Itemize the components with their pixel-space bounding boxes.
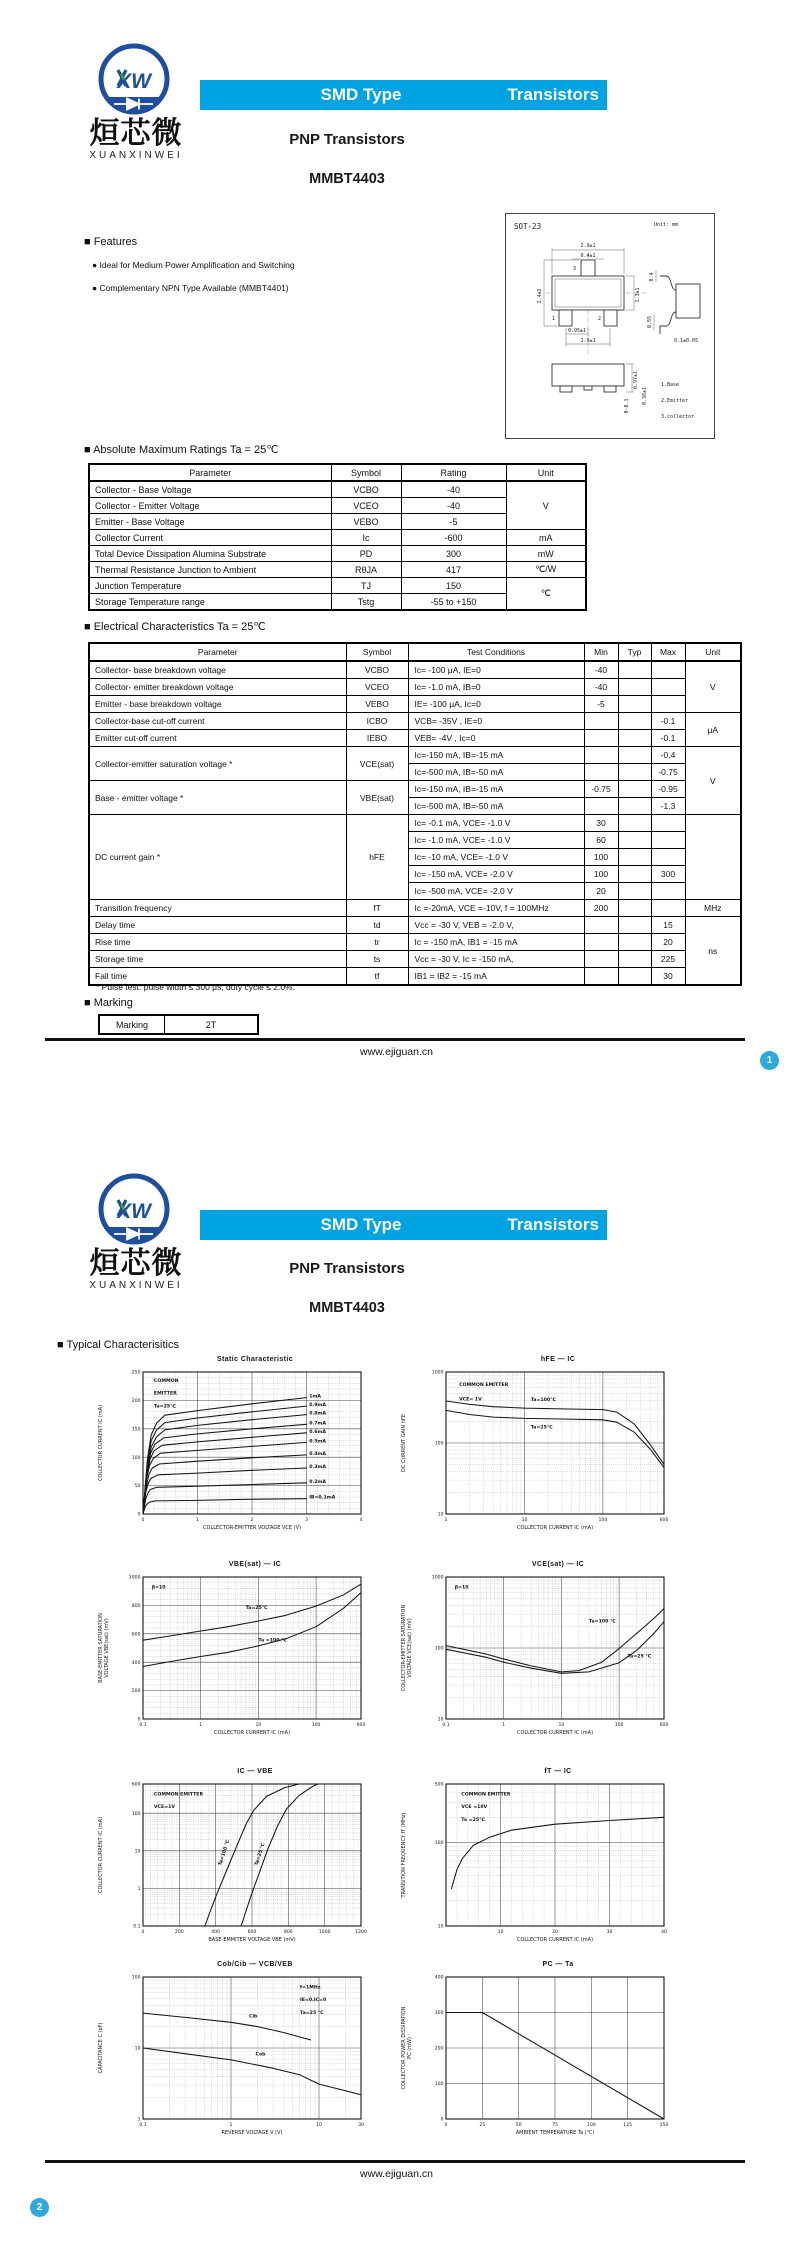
svg-text:β=10: β=10 <box>151 1585 166 1591</box>
svg-text:1200: 1200 <box>355 1930 367 1935</box>
svg-text:200: 200 <box>174 1930 184 1935</box>
banner-transistors: Transistors <box>507 1215 599 1234</box>
svg-text:1: 1 <box>137 2117 141 2123</box>
svg-text:0.1: 0.1 <box>139 1723 147 1728</box>
svg-text:0.2mA: 0.2mA <box>309 1479 327 1485</box>
svg-text:100: 100 <box>131 1455 141 1461</box>
svg-text:CAPACITANCE C (pF): CAPACITANCE C (pF) <box>98 2022 104 2074</box>
svg-text:10: 10 <box>255 1723 262 1728</box>
dim-pitch: 1.9±1 <box>580 338 596 344</box>
svg-text:Ta=100 ℃: Ta=100 ℃ <box>588 1619 616 1625</box>
svg-text:10: 10 <box>437 1512 444 1518</box>
typical-characteristics-heading: ■ Typical Characterisitics <box>57 1339 179 1351</box>
table-row: Ic= -10 mA, VCE= -1.0 V 100 <box>89 849 741 866</box>
svg-text:f=1MHz: f=1MHz <box>300 1985 321 1991</box>
amr-header: Rating <box>401 464 506 481</box>
dim-body-width: 2.9±1 <box>580 243 596 249</box>
svg-text:0: 0 <box>141 1930 145 1935</box>
table-row <box>99 1015 258 1034</box>
table-row: Collector-base cut-off current ICBO VCB= -35V , IE=0 -0.1 μA <box>89 713 741 730</box>
svg-text:100: 100 <box>586 2123 596 2128</box>
electrical-characteristics-table: Parameter Symbol Test Conditions Min Typ Max Unit Collector- base breakdown voltage VCBO Ic= -100 μA, IE=0 -40 V Collector- emitter breakdown voltage VCEO Ic= -1.0 mA, IB=0 -40 Emitter - base breakdown voltage VEBO IE= -100 μA, Ic=0 -5 Collector-base cut-off current ICBO VCB= -35V , IE=0 -0.1 μA Emitter cut-off current IEBO VEB= -4V , Ic=0 -0.1 Collector-emitter saturation voltage * VCE(sat) Ic=-150 mA, IB=-15 mA -0.4 V Ic=-500 mA, IB=-50 mA -0.75 Base - emitter voltage * VBE(sat) Ic=-150 mA, IB=-15 mA -0.75 -0.95 Ic=-500 mA, IB=-50 mA -1.3 DC current gain * hFE Ic= -0.1 mA, VCE= -1.0 V 30 Ic= -1.0 mA, VCE= -1.0 V 60 Ic= -10 mA, VCE= -1.0 V 100 Ic= -150 mA, VCE= -2.0 V 100 300 Ic= -500 mA, VCE= -2.0 V 20 Transition frequency fT Ic =-20mA, VCE =-10V, f = 100MHz 200 MHz Delay time td Vcc = -30 V, VEB = -2.0 V, 15 ns Rise time tr Ic = -150 mA, IB1 = -15 mA 20 Storage time ts Vcc = -30 V, Ic = -150 mA, 225 Fall time tf IB1 = IB2 = -15 mA 30 <box>88 642 742 986</box>
svg-text:0.9mA: 0.9mA <box>309 1403 327 1409</box>
svg-text:30: 30 <box>358 2123 364 2128</box>
svg-text:PC (mW): PC (mW) <box>407 2037 413 2059</box>
part-number: MMBT4403 <box>309 1300 385 1316</box>
svg-text:Ta=25 ℃: Ta=25 ℃ <box>627 1654 652 1660</box>
svg-text:4: 4 <box>359 1518 363 1523</box>
svg-text:200: 200 <box>131 1399 141 1404</box>
footer-url: www.ejiguan.cn <box>360 1046 433 1058</box>
pulse-test-footnote: * Pulse test: pulse width ≤ 300 μs, duty cycle ≤ 2.0%. <box>96 982 295 992</box>
svg-text:Ta =100 ℃: Ta =100 ℃ <box>258 1638 287 1644</box>
svg-text:VOLTAGE VBE(sat) (mV): VOLTAGE VBE(sat) (mV) <box>104 1618 110 1678</box>
svg-text:COMMON EMITTER: COMMON EMITTER <box>459 1383 509 1389</box>
svg-text:10: 10 <box>134 2046 141 2052</box>
table-row: Collector - Emitter Voltage VCEO -40 <box>89 498 586 514</box>
svg-text:400: 400 <box>131 1660 141 1666</box>
svg-text:Ta=25℃: Ta=25℃ <box>153 1404 176 1410</box>
svg-text:COMMON: COMMON <box>153 1378 179 1384</box>
table-row: Ic= -1.0 mA, VCE= -1.0 V 60 <box>89 832 741 849</box>
table-row: Collector - Base Voltage VCBO -40 V <box>89 481 586 498</box>
pin-number: 1 <box>552 316 556 322</box>
svg-text:100: 100 <box>434 1441 444 1447</box>
marking-table <box>98 1014 259 1035</box>
table-row: Collector- emitter breakdown voltage VCEO Ic= -1.0 mA, IB=0 -40 <box>89 679 741 696</box>
svg-text:0: 0 <box>141 1518 145 1523</box>
svg-text:AMBIENT TEMPERATURE Ta (℃): AMBIENT TEMPERATURE Ta (℃) <box>515 2130 595 2136</box>
svg-text:3: 3 <box>305 1518 308 1523</box>
footer-url: www.ejiguan.cn <box>360 2168 433 2180</box>
svg-text:200: 200 <box>434 2046 444 2052</box>
svg-text:BASE-EMITTER SATURATION: BASE-EMITTER SATURATION <box>98 1613 104 1683</box>
table-row: Junction Temperature TJ 150 ℃ <box>89 578 586 594</box>
svg-text:XW: XW <box>117 70 151 93</box>
table-row: Delay time td Vcc = -30 V, VEB = -2.0 V, 15 ns <box>89 917 741 934</box>
banner-smd-type: SMD Type <box>320 85 402 104</box>
dim-lead-top: 0.4 <box>649 272 655 282</box>
svg-text:β=10: β=10 <box>454 1585 469 1591</box>
pin-label-emitter: 2.Emitter <box>661 398 689 404</box>
package-drawing <box>506 214 712 436</box>
svg-text:Ta=25℃: Ta=25℃ <box>245 1606 268 1611</box>
svg-text:0.8mA: 0.8mA <box>309 1411 327 1417</box>
dim-lead-bottom: 0.55 <box>647 315 653 329</box>
svg-text:1000: 1000 <box>431 1575 444 1581</box>
svg-text:1: 1 <box>137 1887 141 1892</box>
table-row: Rise time tr Ic = -150 mA, IB1 = -15 mA 20 <box>89 934 741 951</box>
svg-text:COLLECTOR POWER DISSIPATION: COLLECTOR POWER DISSIPATION <box>401 2006 407 2090</box>
pin-number: 2 <box>598 316 602 322</box>
svg-text:1000: 1000 <box>431 1370 444 1376</box>
page-title: PNP Transistors <box>289 1260 405 1277</box>
svg-text:10: 10 <box>437 1924 444 1930</box>
table-row: Ic=-500 mA, IB=-50 mA -0.75 <box>89 764 741 781</box>
svg-text:40: 40 <box>661 1930 667 1935</box>
svg-text:125: 125 <box>623 2123 633 2128</box>
svg-text:600: 600 <box>131 1782 141 1788</box>
svg-text:XW: XW <box>117 1200 151 1223</box>
footer-divider <box>45 1038 745 1041</box>
package-unit: Unit: mm <box>654 222 679 228</box>
svg-text:0: 0 <box>440 2117 444 2123</box>
dim-body-height: 1.3±1 <box>635 287 641 303</box>
svg-text:400: 400 <box>211 1930 221 1935</box>
svg-text:0.1: 0.1 <box>133 1924 141 1930</box>
banner-transistors: Transistors <box>507 85 599 104</box>
svg-text:COLLECTOR CURRENT IC (mA): COLLECTOR CURRENT IC (mA) <box>98 1816 104 1894</box>
table-row: Fall time tf IB1 = IB2 = -15 mA 30 <box>89 968 741 986</box>
svg-text:COMMON EMITTER: COMMON EMITTER <box>153 1792 204 1798</box>
svg-text:200: 200 <box>131 1689 141 1695</box>
svg-text:COLLECTOR CURRENT IC (mA): COLLECTOR CURRENT IC (mA) <box>213 1730 291 1736</box>
features-heading: ■ Features <box>84 236 138 248</box>
logo-english-name: XUANXINWEI <box>89 150 183 161</box>
svg-text:100: 100 <box>614 1723 624 1728</box>
svg-text:0.3mA: 0.3mA <box>309 1465 327 1470</box>
svg-text:VCE=1V: VCE=1V <box>153 1805 175 1811</box>
marking-label: Marking <box>99 1015 165 1034</box>
table-row: Base - emitter voltage * VBE(sat) Ic=-150 mA, IB=-15 mA -0.75 -0.95 <box>89 781 741 798</box>
dim-tab-width: 0.4±1 <box>580 253 596 259</box>
logo-chinese-name: 烜芯微 <box>89 117 183 150</box>
dim-pitch-half: 0.95±1 <box>567 328 587 334</box>
pin-number: 3 <box>573 266 577 272</box>
chart-pc-vs-ta: PC — Ta 0 25 50 75 100 125 150 0 100 200 300 400 AMBIENT TEMPERATURE Ta (℃) COLLECTOR POWER DISSIPATION PC (mW) <box>401 1961 669 2136</box>
chart-ft-vs-ic: fT — IC 10 20 30 40 10 100 500 COLLECTOR CURRENT IC (mA) TRANSITION FREQUENCY fT (MHz) COMMON EMITTER VCE =10V Ta =25℃ <box>401 1768 667 1943</box>
chart-vcesat-vs-ic: VCE(sat) — IC 0.1 1 10 100 600 10 100 1000 COLLECTOR CURRENT IC (mA) COLLECTOR-EMITTER SATURATION VOLTAGE VCE(sat) (mV) β=10 Ta=100 ℃ Ta=25 ℃ <box>401 1561 669 1736</box>
feature-item: ● Ideal for Medium Power Amplification and Switching <box>92 260 295 270</box>
svg-text:VCE= 1V: VCE= 1V <box>459 1397 482 1403</box>
company-logo-icon <box>96 41 172 117</box>
svg-text:Ta=25 ℃: Ta=25 ℃ <box>300 2010 324 2016</box>
svg-text:100: 100 <box>598 1518 608 1523</box>
svg-text:VOLTAGE VCE(sat) (mV): VOLTAGE VCE(sat) (mV) <box>407 1618 413 1678</box>
svg-text:10: 10 <box>134 1849 141 1855</box>
package-outline-figure <box>505 213 715 439</box>
svg-text:150: 150 <box>131 1427 141 1433</box>
svg-text:0.5mA: 0.5mA <box>309 1439 327 1445</box>
package-name: SOT-23 <box>514 222 542 231</box>
svg-text:COLLECTOR CURRENT IC (mA): COLLECTOR CURRENT IC (mA) <box>516 1525 594 1531</box>
logo-english-name: XUANXINWEI <box>89 1280 183 1291</box>
svg-text:Ta=25 ℃: Ta=25 ℃ <box>254 1842 267 1867</box>
table-row: Collector Current Ic -600 mA <box>89 530 586 546</box>
svg-text:25: 25 <box>479 2123 486 2128</box>
table-row: Ic= -150 mA, VCE= -2.0 V 100 300 <box>89 866 741 883</box>
svg-text:BASE-EMMITER VOLTAGE VBE (mV: BASE-EMMITER VOLTAGE VBE (mV) <box>208 1937 296 1943</box>
table-row: Collector- base breakdown voltage VCBO Ic= -100 μA, IE=0 -40 V <box>89 661 741 679</box>
page-number-badge: 2 <box>30 2198 49 2217</box>
svg-text:1mA: 1mA <box>309 1394 321 1400</box>
svg-text:1000: 1000 <box>318 1930 331 1935</box>
chart-hfe-vs-ic: hFE — IC 1 10 100 600 10 100 1000 COLLECTOR CURRENT IC (mA) DC CURRENT GAIN hFE COMMON EMITTER VCE= 1V Ta=100℃ Ta=25℃ <box>401 1356 669 1531</box>
svg-text:600: 600 <box>131 1632 141 1638</box>
table-row: Collector-emitter saturation voltage * VCE(sat) Ic=-150 mA, IB=-15 mA -0.4 V <box>89 747 741 764</box>
svg-text:30: 30 <box>606 1930 613 1935</box>
table-row: Ic=-500 mA, IB=-50 mA -1.3 <box>89 798 741 815</box>
svg-text:Ta=100℃: Ta=100℃ <box>530 1398 556 1403</box>
table-row: Storage time ts Vcc = -30 V, Ic = -150 mA, 225 <box>89 951 741 968</box>
dim-pad: 0.38±1 <box>642 386 648 406</box>
svg-text:Cob: Cob <box>255 2052 266 2058</box>
svg-text:250: 250 <box>131 1370 141 1376</box>
table-row: Total Device Dissipation Alumina Substrate PD 300 mW <box>89 546 586 562</box>
dim-lead-thickness: 0.1±0.05 <box>674 338 699 344</box>
svg-text:COMMON EMITTER: COMMON EMITTER <box>461 1792 511 1798</box>
svg-text:IB=0.1mA: IB=0.1mA <box>309 1495 336 1501</box>
marking-heading: ■ Marking <box>84 997 133 1009</box>
svg-text:20: 20 <box>552 1930 558 1935</box>
svg-text:10: 10 <box>437 1717 444 1723</box>
svg-text:REVERSE VOLTAGE V (V): REVERSE VOLTAGE V (V) <box>221 2130 283 2136</box>
table-row: Ic= -500 mA, VCE= -2.0 V 20 <box>89 883 741 900</box>
svg-text:0.7mA: 0.7mA <box>309 1421 327 1427</box>
svg-text:100: 100 <box>131 1811 141 1817</box>
marking-value: 2T <box>165 1015 259 1034</box>
svg-text:0: 0 <box>137 1717 141 1723</box>
svg-text:COLLECTOR CURRENT IC (mA): COLLECTOR CURRENT IC (mA) <box>98 1404 104 1482</box>
svg-text:TRANSITION FREQUENCY fT (MHz: TRANSITION FREQUENCY fT (MHz) <box>401 1812 407 1898</box>
svg-text:0.4mA: 0.4mA <box>309 1451 327 1457</box>
svg-text:COLLECTOR-EMITTER VOLTAGE VCE: COLLECTOR-EMITTER VOLTAGE VCE (V) <box>203 1525 301 1531</box>
amr-heading: ■ Absolute Maximum Ratings Ta = 25℃ <box>84 444 279 456</box>
svg-text:COLLECTOR-EMITTER SATURATION: COLLECTOR-EMITTER SATURATION <box>401 1604 407 1692</box>
svg-text:600: 600 <box>659 1723 669 1728</box>
table-row: Storage Temperature range Tstg -55 to +150 <box>89 594 586 611</box>
svg-text:0.1: 0.1 <box>442 1723 450 1728</box>
svg-text:300: 300 <box>434 2011 444 2017</box>
footer-divider <box>45 2160 745 2163</box>
svg-text:100: 100 <box>131 1975 141 1981</box>
page-title: PNP Transistors <box>289 131 405 148</box>
svg-text:10: 10 <box>521 1518 528 1523</box>
svg-text:10: 10 <box>558 1723 565 1728</box>
svg-text:Ta=25℃: Ta=25℃ <box>530 1425 553 1431</box>
svg-text:COLLECTOR CURRENT IC (mA): COLLECTOR CURRENT IC (mA) <box>516 1730 594 1736</box>
svg-text:10: 10 <box>316 2123 322 2128</box>
amr-header: Symbol <box>331 464 401 481</box>
header-banner <box>200 1210 607 1240</box>
svg-text:1: 1 <box>502 1723 506 1728</box>
amr-header: Parameter <box>89 464 331 481</box>
svg-text:Ta=100 ℃: Ta=100 ℃ <box>218 1839 232 1867</box>
svg-text:50: 50 <box>515 2123 522 2128</box>
table-row: Thermal Resistance Junction to Ambient RθJA 417 ℃/W <box>89 562 586 578</box>
svg-text:50: 50 <box>134 1484 141 1490</box>
page-number-badge: 1 <box>760 1051 779 1070</box>
banner-smd-type: SMD Type <box>320 1215 402 1234</box>
svg-text:600: 600 <box>247 1930 257 1935</box>
svg-text:Ta =25℃: Ta =25℃ <box>461 1817 485 1823</box>
pin-label-base: 1.Base <box>661 382 680 388</box>
dim-standoff: 0-0.1 <box>624 398 630 414</box>
svg-text:IE=0,IC=0: IE=0,IC=0 <box>300 1998 327 2004</box>
chart-ic-vs-vbe: IC — VBE 0 200 400 600 800 1000 1200 0.1 1 10 100 600 BASE-EMMITER VOLTAGE VBE (mV) COLLECTOR CURRENT IC (mA) COMMON EMITTER VCE=1V Ta=100 ℃ Ta=25 ℃ <box>98 1768 367 1943</box>
svg-text:0.6mA: 0.6mA <box>309 1429 327 1435</box>
svg-text:1: 1 <box>199 1723 203 1728</box>
table-row: Emitter cut-off current IEBO VEB= -4V , Ic=0 -0.1 <box>89 730 741 747</box>
feature-item: ● Complementary NPN Type Available (MMBT4401) <box>92 283 289 293</box>
svg-text:COLLECTOR CURRENT IC (mA): COLLECTOR CURRENT IC (mA) <box>516 1937 594 1943</box>
svg-text:100: 100 <box>434 1646 444 1652</box>
table-row: Transition frequency fT Ic =-20mA, VCE =-10V, f = 100MHz 200 MHz <box>89 900 741 917</box>
svg-text:EMITTER: EMITTER <box>153 1391 177 1397</box>
svg-text:10: 10 <box>497 1930 504 1935</box>
svg-text:600: 600 <box>356 1723 366 1728</box>
chart-static-characteristic: Static Characteristic 0 1 2 3 4 0 50 100 150 200 250 COLLECTOR-EMITTER VOLTAGE VCE (V) COLLECTOR CURRENT IC (mA) COMMON EMITTER Ta=25℃ 1mA 0.9mA 0.8mA 0.7mA 0.6mA 0.5mA 0.4mA 0.3mA 0.2mA IB=0.1mA <box>98 1356 363 1531</box>
svg-text:1: 1 <box>229 2123 233 2128</box>
elec-heading: ■ Electrical Characteristics Ta = 25℃ <box>84 621 266 633</box>
svg-text:100: 100 <box>434 2082 444 2088</box>
absolute-maximum-ratings-table <box>88 463 587 611</box>
amr-header: Unit <box>506 464 586 481</box>
svg-text:600: 600 <box>659 1518 669 1523</box>
table-row: Emitter - base breakdown voltage VEBO IE= -100 μA, Ic=0 -5 <box>89 696 741 713</box>
svg-text:75: 75 <box>552 2123 558 2128</box>
svg-text:100: 100 <box>311 1723 321 1728</box>
svg-text:1: 1 <box>444 1518 448 1523</box>
svg-text:800: 800 <box>131 1604 141 1609</box>
svg-text:DC CURRENT GAIN hFE: DC CURRENT GAIN hFE <box>401 1414 407 1472</box>
chart-vbesat-vs-ic: VBE(sat) — IC 0.1 1 10 100 600 0 200 400 600 800 1000 COLLECTOR CURRENT IC (mA) BASE-EMITTER SATURATION VOLTAGE VBE(sat) (mV) β=10 Ta=25℃ Ta =100 ℃ <box>98 1561 366 1736</box>
svg-text:Cib: Cib <box>249 2014 258 2020</box>
part-number: MMBT4403 <box>309 171 385 187</box>
dim-total-height: 2.4±2 <box>537 288 543 304</box>
svg-text:VCE =10V: VCE =10V <box>461 1805 488 1811</box>
table-row: Emitter - Base Voltage VEBO -5 <box>89 514 586 530</box>
svg-text:800: 800 <box>283 1930 293 1935</box>
header-banner <box>200 80 607 110</box>
table-row: DC current gain * hFE Ic= -0.1 mA, VCE= -1.0 V 30 <box>89 815 741 832</box>
chart-capacitance-vs-voltage: Cob/Cib — VCB/VEB 0.1 1 10 30 1 10 100 REVERSE VOLTAGE V (V) CAPACITANCE C (pF) f=1MHz IE=0,IC=0 Ta=25 ℃ Cib Cob <box>98 1961 364 2136</box>
svg-text:1000: 1000 <box>128 1575 141 1581</box>
svg-text:2: 2 <box>250 1518 254 1523</box>
svg-text:1: 1 <box>196 1518 199 1523</box>
svg-text:0.1: 0.1 <box>139 2123 147 2128</box>
svg-text:400: 400 <box>434 1975 444 1981</box>
pin-label-collector: 3.collector <box>661 414 695 420</box>
logo-chinese-name: 烜芯微 <box>89 1247 183 1280</box>
svg-text:0: 0 <box>137 1512 141 1518</box>
svg-text:150: 150 <box>659 2123 669 2128</box>
svg-text:100: 100 <box>434 1841 444 1846</box>
dim-side-height: 0.97±1 <box>633 370 639 390</box>
svg-text:0: 0 <box>444 2123 448 2128</box>
company-logo-icon <box>96 1171 172 1247</box>
svg-text:500: 500 <box>434 1782 444 1788</box>
